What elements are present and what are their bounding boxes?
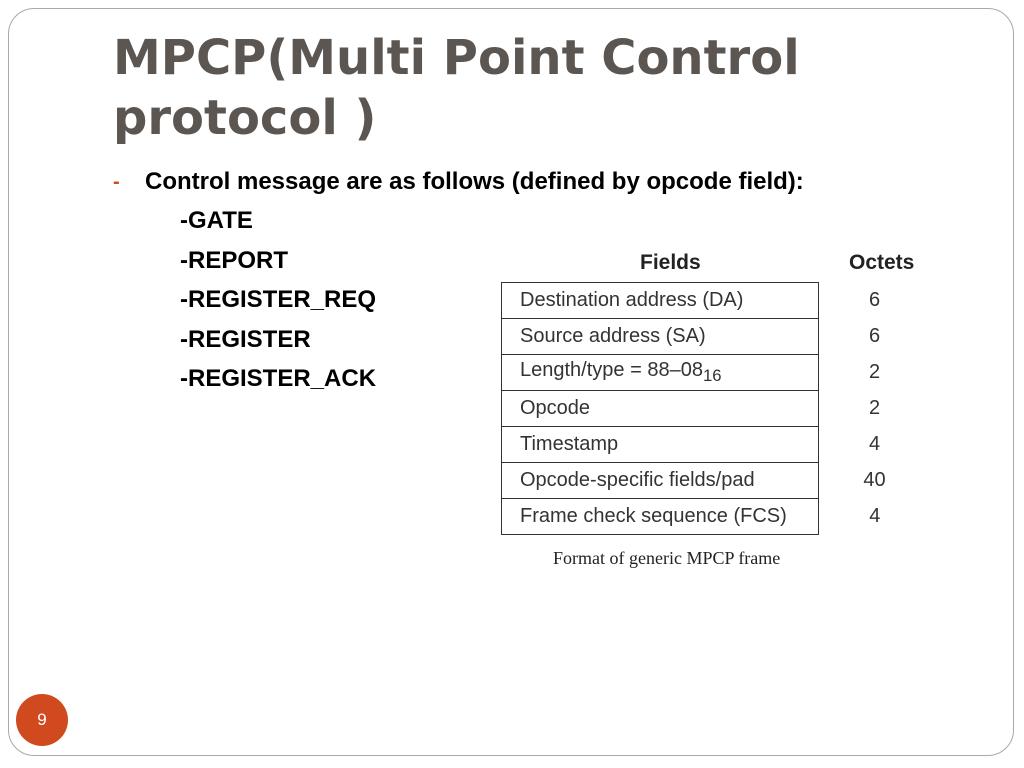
page-number-badge: 9	[16, 694, 68, 746]
octet-count: 40	[863, 469, 886, 491]
octet-count: 4	[868, 433, 881, 455]
table-row	[502, 355, 924, 391]
field-name: Frame check sequence (FCS)	[502, 499, 819, 535]
message-item: -REGISTER_ACK	[180, 365, 377, 392]
bullet-text: Control message are as follows (defined by opcode field	[145, 168, 788, 195]
table-row	[502, 391, 924, 427]
field-name: Length/type = 88–08	[520, 359, 703, 381]
slide-title	[113, 28, 973, 148]
octet-count: 2	[868, 397, 881, 419]
table-row	[502, 499, 924, 535]
field-name: Opcode	[502, 391, 819, 427]
message-list	[180, 205, 376, 403]
octets-header: Octets	[849, 251, 915, 274]
table-row	[502, 463, 924, 499]
field-name: Destination address (DA)	[502, 283, 819, 319]
table-row	[502, 283, 924, 319]
title-line-1: MPCP(Multi Point Control	[113, 30, 800, 86]
message-item: -GATE	[180, 207, 253, 234]
field-name-length-type	[502, 355, 819, 391]
fields-header: Fields	[640, 251, 701, 274]
message-item: -REPORT	[180, 246, 288, 274]
title-line-2: protocol )	[113, 90, 377, 146]
octet-count: 2	[868, 361, 881, 383]
field-name: Source address (SA)	[502, 319, 819, 355]
field-subscript: 16	[702, 366, 722, 385]
octet-count: 6	[868, 325, 881, 347]
octet-count: 6	[868, 289, 881, 311]
field-name: Opcode-specific fields/pad	[502, 463, 819, 499]
mpcp-frame-figure	[497, 248, 937, 578]
message-item: -REGISTER_REQ	[180, 286, 377, 313]
frame-field-table	[501, 282, 924, 535]
table-row	[502, 427, 924, 463]
octet-count: 4	[869, 505, 881, 527]
bullet-item	[113, 167, 993, 197]
bullet-suffix: ):	[787, 168, 804, 195]
table-row	[502, 319, 924, 355]
message-item: -REGISTER	[180, 325, 311, 353]
field-name: Timestamp	[502, 427, 819, 463]
bullet-marker: -	[113, 171, 120, 193]
figure-caption: Format of generic MPCP frame	[553, 548, 781, 568]
